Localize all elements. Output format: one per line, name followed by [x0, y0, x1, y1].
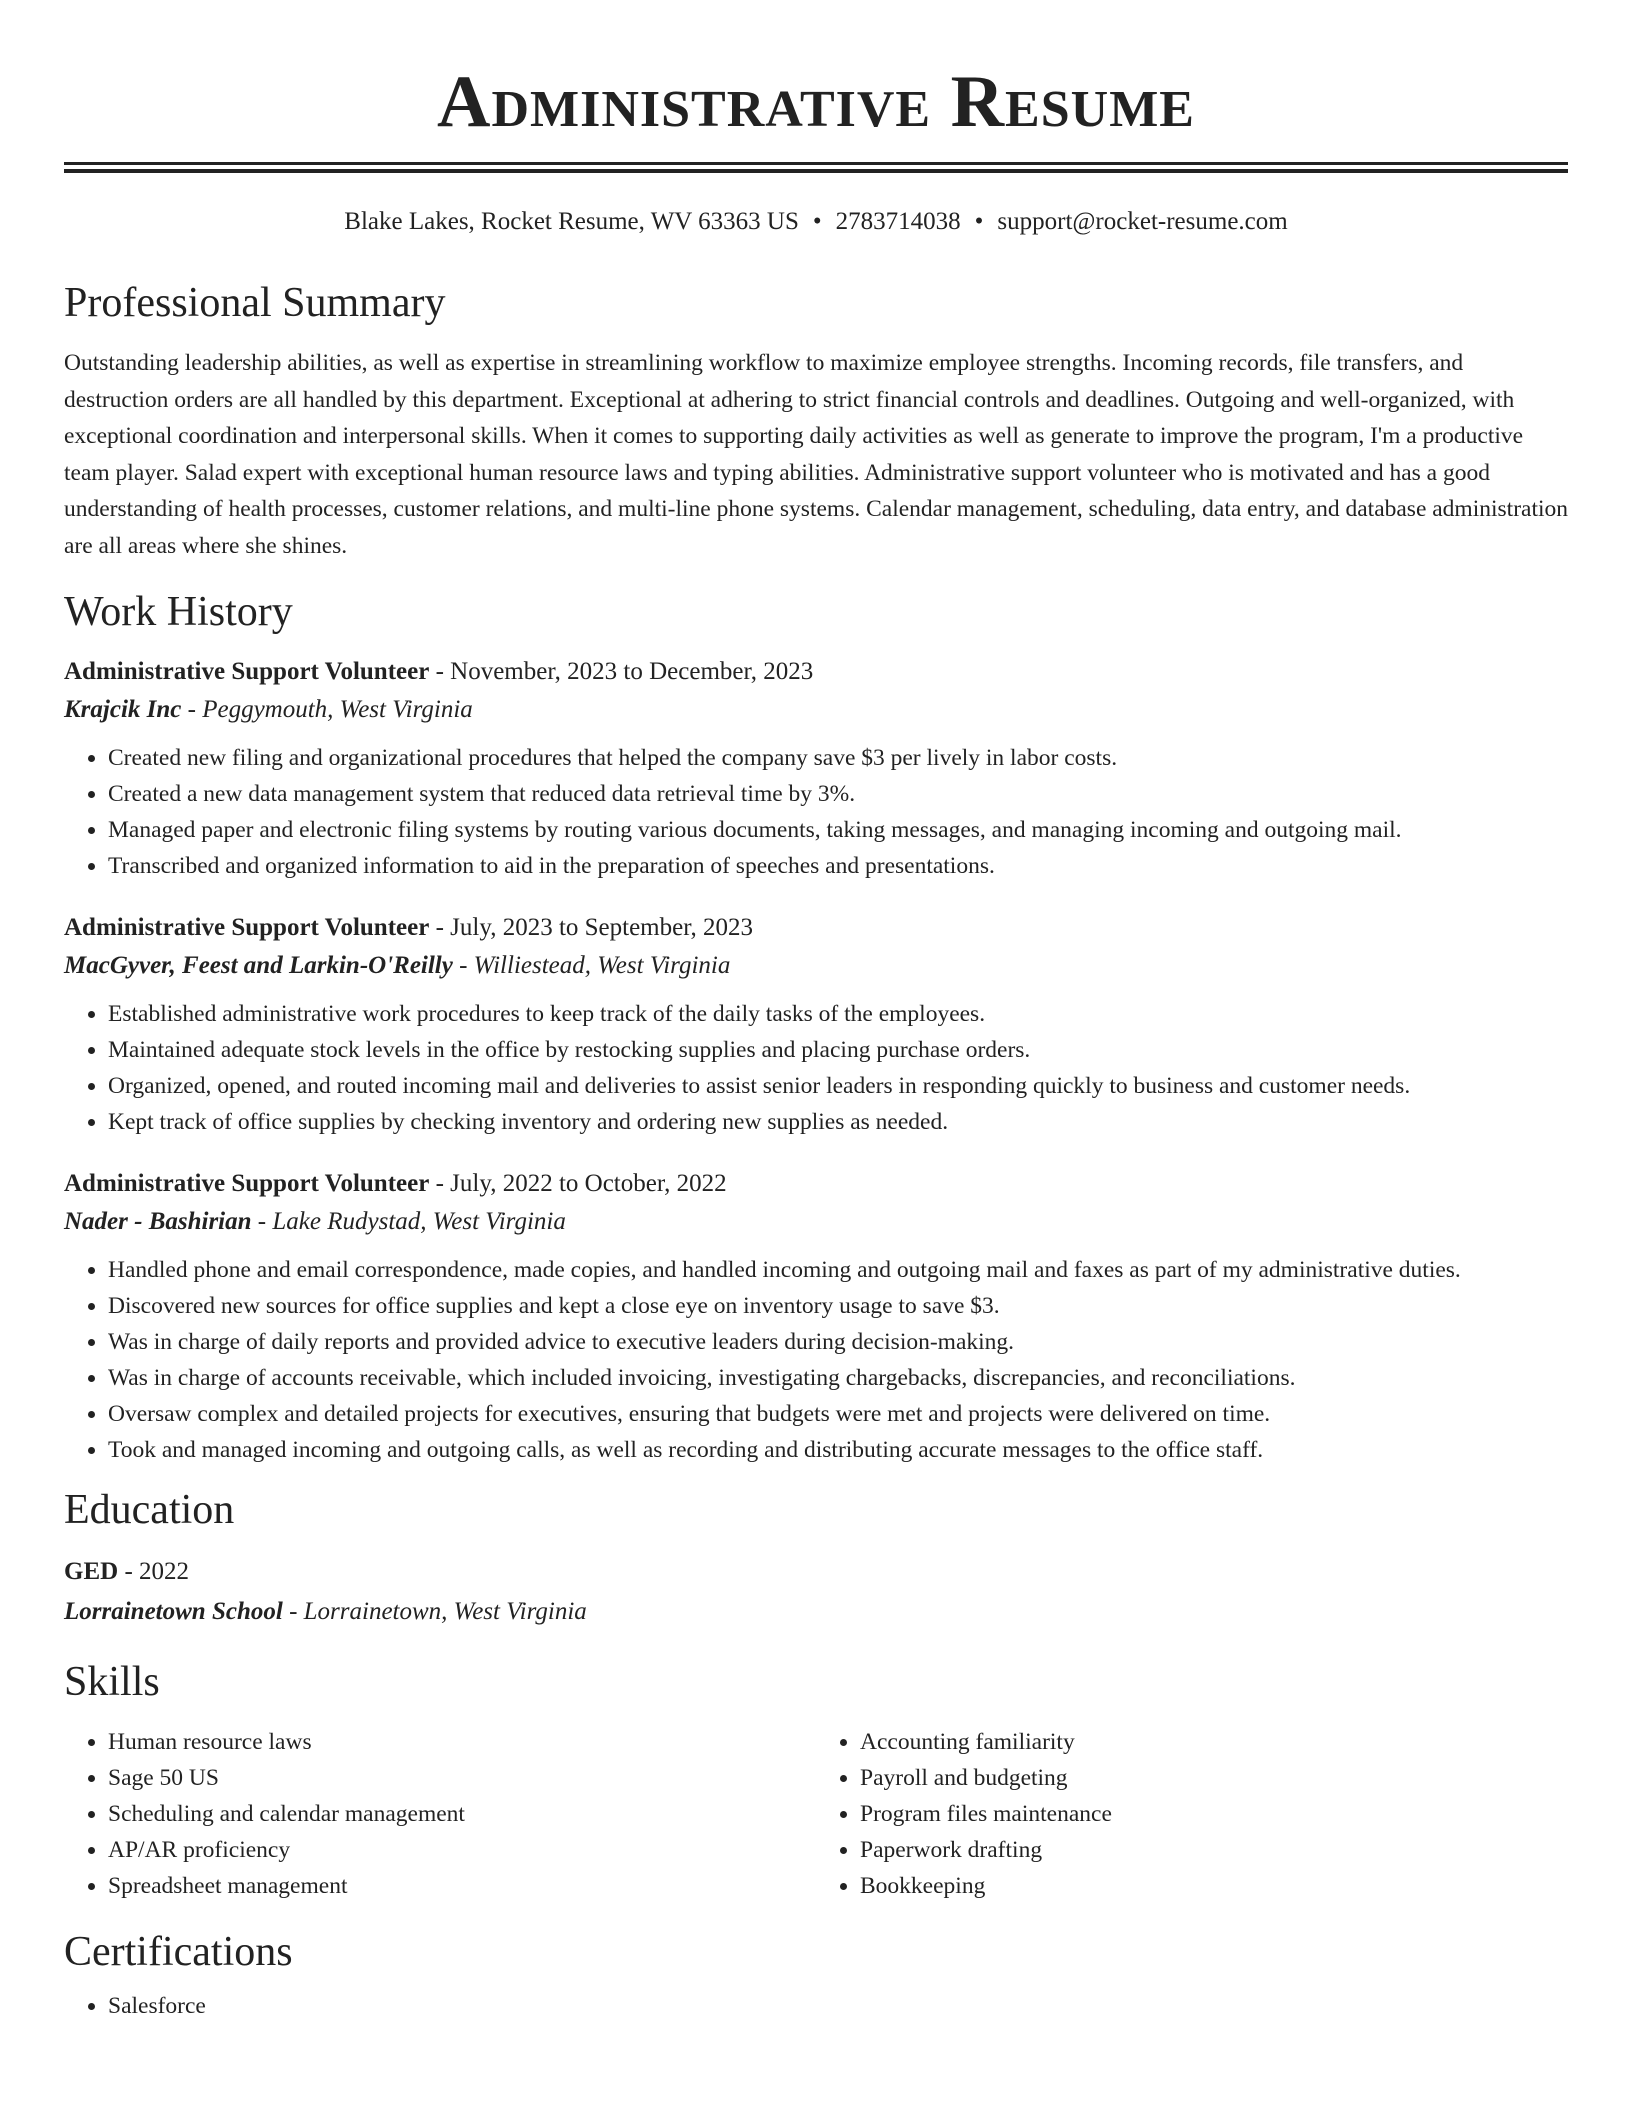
list-item: • Oversaw complex and detailed projects for executives, ensuring that budgets were met and projects were delivered on time. [108, 1396, 1568, 1432]
list-item: • Spreadsheet management [108, 1868, 816, 1904]
job-title-line [64, 910, 1568, 946]
job-entry [64, 654, 1568, 884]
job-title: Administrative Support Volunteer [64, 914, 430, 941]
contact-address: Blake Lakes, Rocket Resume, WV 63363 US [344, 208, 799, 235]
education-school: Lorrainetown School [64, 1598, 283, 1625]
skills-section [64, 1656, 1568, 1904]
job-company: MacGyver, Feest and Larkin-O'Reilly [64, 952, 453, 979]
title-double-rule [64, 162, 1568, 173]
list-item: • Paperwork drafting [860, 1832, 1568, 1868]
job-title-line [64, 654, 1568, 690]
skills-columns [64, 1724, 1568, 1904]
contact-separator: • [974, 208, 984, 235]
resume-title: Administrative Resume [437, 61, 1195, 143]
section-heading-education: Education [64, 1487, 235, 1533]
education-section [64, 1484, 1568, 1632]
job-company: Krajcik Inc [64, 696, 182, 723]
list-item: • AP/AR proficiency [108, 1832, 816, 1868]
section-heading-skills: Skills [64, 1659, 160, 1705]
education-location: - Lorrainetown, West Virginia [282, 1598, 587, 1625]
job-dates: - July, 2023 to September, 2023 [429, 914, 754, 941]
job-company: Nader - Bashirian [64, 1208, 252, 1235]
list-item: • Handled phone and email correspondence, made copies, and handled incoming and outgoing mail and faxes as part of my administrative duties. [108, 1252, 1568, 1288]
list-item: • Accounting familiarity [860, 1724, 1568, 1760]
list-item: • Created new filing and organizational procedures that helped the company save $3 per lively in labor costs. [108, 740, 1568, 776]
list-item: • Program files maintenance [860, 1796, 1568, 1832]
list-item: • Salesforce [108, 1988, 1568, 2024]
job-title-line [64, 1166, 1568, 1202]
job-location: - Lake Rudystad, West Virginia [251, 1208, 566, 1235]
section-heading-certifications: Certifications [64, 1929, 293, 1975]
list-item: • Was in charge of daily reports and provided advice to executive leaders during decision-making. [108, 1324, 1568, 1360]
certifications-list [64, 1988, 1568, 2024]
list-item: • Took and managed incoming and outgoing calls, as well as recording and distributing accurate messages to the office staff. [108, 1432, 1568, 1468]
job-company-line [64, 690, 1568, 730]
list-item: • Sage 50 US [108, 1760, 816, 1796]
work-history-section [64, 586, 1568, 1468]
job-entry [64, 910, 1568, 1140]
job-title: Administrative Support Volunteer [64, 658, 430, 685]
contact-phone: 2783714038 [835, 208, 961, 235]
education-degree-line [64, 1552, 1568, 1592]
job-company-line [64, 1202, 1568, 1242]
job-bullets [64, 996, 1568, 1140]
job-bullets [64, 1252, 1568, 1468]
education-year: - 2022 [118, 1558, 190, 1585]
job-dates: - November, 2023 to December, 2023 [429, 658, 814, 685]
professional-summary-section [64, 277, 1568, 564]
job-company-line [64, 946, 1568, 986]
list-item: • Discovered new sources for office supplies and kept a close eye on inventory usage to save $3. [108, 1288, 1568, 1324]
list-item: • Created a new data management system that reduced data retrieval time by 3%. [108, 776, 1568, 812]
list-item: • Kept track of office supplies by checking inventory and ordering new supplies as needed. [108, 1104, 1568, 1140]
skills-right-column [816, 1724, 1568, 1904]
list-item: • Established administrative work procedures to keep track of the daily tasks of the employees. [108, 996, 1568, 1032]
skills-left-column [64, 1724, 816, 1904]
list-item: • Managed paper and electronic filing systems by routing various documents, taking messages, and managing incoming and outgoing mail. [108, 812, 1568, 848]
job-location: - Peggymouth, West Virginia [181, 696, 473, 723]
list-item: • Human resource laws [108, 1724, 816, 1760]
section-heading-work: Work History [64, 589, 293, 635]
list-item: • Payroll and budgeting [860, 1760, 1568, 1796]
education-school-line [64, 1592, 1568, 1632]
education-degree: GED [64, 1558, 119, 1585]
contact-line [64, 205, 1568, 239]
contact-separator: • [812, 208, 822, 235]
job-bullets [64, 740, 1568, 884]
list-item: • Transcribed and organized information to aid in the preparation of speeches and presentations. [108, 848, 1568, 884]
section-heading-summary: Professional Summary [64, 280, 446, 326]
summary-text: Outstanding leadership abilities, as well as expertise in streamlining workflow to maximize employee strengths. Incoming records, file transfers, and destruction orders are all handled by this department. Exceptional at adhering to strict financial controls and deadlines. Outgoing and well-organized, with exceptional coordination and interpersonal skills. When it comes to supporting daily activities as well as generate to improve the program, I'm a productive team player. Salad expert with exceptional human resource laws and typing abilities. Administrative support volunteer who is motivated and has a good understanding of health processes, customer relations, and multi-line phone systems. Calendar management, scheduling, data entry, and database administration are all areas where she shines. [64, 350, 1569, 559]
certifications-section [64, 1926, 1568, 2024]
job-title: Administrative Support Volunteer [64, 1170, 430, 1197]
job-entry [64, 1166, 1568, 1468]
list-item: • Bookkeeping [860, 1868, 1568, 1904]
list-item: • Maintained adequate stock levels in the office by restocking supplies and placing purchase orders. [108, 1032, 1568, 1068]
list-item: • Scheduling and calendar management [108, 1796, 816, 1832]
job-dates: - July, 2022 to October, 2022 [429, 1170, 727, 1197]
job-location: - Williestead, West Virginia [452, 952, 731, 979]
contact-email: support@rocket-resume.com [997, 208, 1288, 235]
list-item: • Organized, opened, and routed incoming mail and deliveries to assist senior leaders in responding quickly to business and customer needs. [108, 1068, 1568, 1104]
list-item: • Was in charge of accounts receivable, which included invoicing, investigating chargebacks, discrepancies, and reconciliations. [108, 1360, 1568, 1396]
